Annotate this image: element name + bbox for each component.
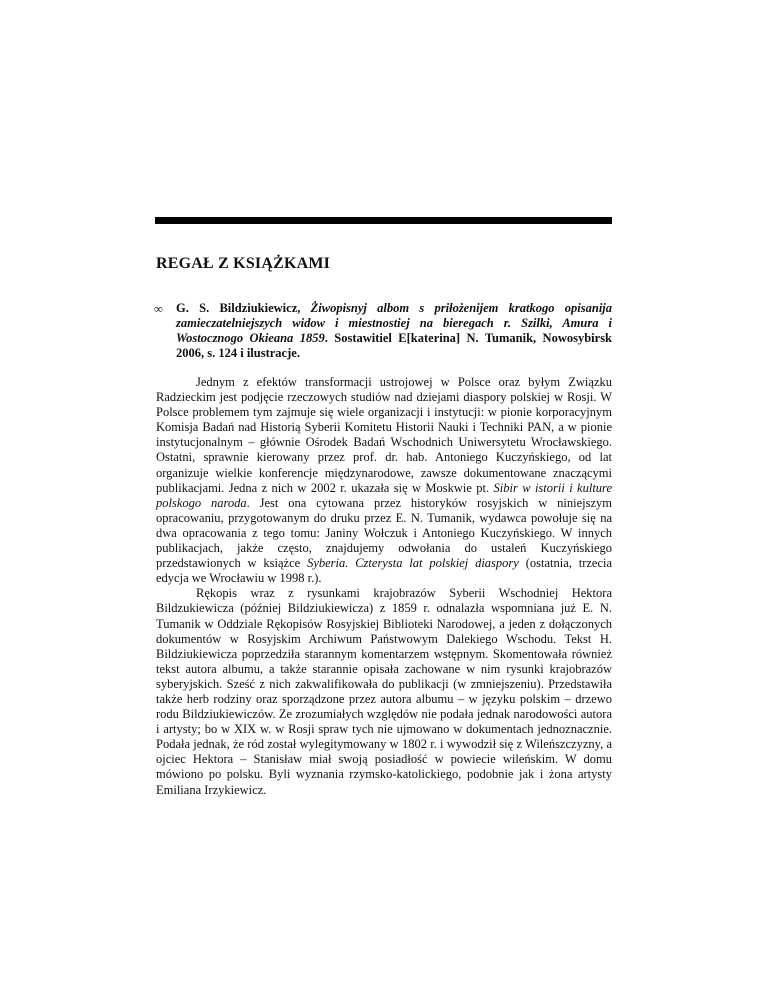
paragraph-1-part-b: . Jest ona cytowana przez historyków rosyjskich w niniejszym opracowaniu, przygotowanym do druku przez E. N. Tumanik, wydawca powołuje się na dwa opracowania z tego tomu: Janiny Wołczuk i Antoniego Kuczyńskiego. W innych publikacjach, jakże często, znajdujemy odwołania do ustaleń Kuczyńskiego przedstawionych w książce bbox=[156, 495, 612, 571]
section-title: REGAŁ Z KSIĄŻKAMI bbox=[156, 255, 331, 272]
cited-title-sibir: Sibir w istorii i kulture polskogo naroda bbox=[156, 480, 612, 510]
entry-bullet-symbol: ∞ bbox=[154, 302, 163, 316]
review-body bbox=[156, 375, 612, 798]
paragraph-1-part-a: Jednym z efektów transformacji ustrojowej w Polsce oraz byłym Związku Radzieckim jest podjęcie rzeczowych studiów nad dziejami diaspory polskiej w Rosji. W Polsce problemem tym zajmuje się wiele organizacji i instytucji: w pionie korporacyjnym Komisja Badań nad Historią Syberii Komitetu Historii Nauki i Techniki PAN, a w pionie instytucjonalnym – głównie Ośrodek Badań Wschodnich Uniwersytetu Wrocławskiego. Ostatni, sprawnie kierowany przez prof. dr. hab. Antoniego Kuczyńskiego, od lat organizuje wielkie konferencje międzynarodowe, zawsze dokumentowane znaczącymi publikacjami. Jedna z nich w 2002 r. ukazała się w Moskwie pt. bbox=[156, 375, 612, 495]
cited-title-syberia: Syberia. Czterysta lat polskiej diaspory bbox=[307, 556, 519, 571]
entry-book-title: Żiwopisnyj albom s priłożenijem kratkogo opisanija zamieczatelniejszych widow i miestnostiej na bieregach r. Szilki, Amura i Wostocznogo Okieana 1859 bbox=[176, 301, 613, 346]
paragraph-1-part-c: (ostatnia, trzecia edycja we Wrocławiu w 1998 r.). bbox=[156, 556, 613, 586]
entry-author: G. S. Bildziukiewicz, bbox=[176, 301, 311, 315]
bibliographic-entry bbox=[176, 301, 612, 361]
paragraph-1 bbox=[156, 375, 612, 586]
paragraph-2: Rękopis wraz z rysunkami krajobrazów Syberii Wschodniej Hektora Bildzukiewicza (później Bildziukiewicza) z 1859 r. odnalazła wspomniana już E. N. Tumanik w Oddziale Rękopisów Rosyjskiej Biblioteki Narodowej, a jeden z dołączonych dokumentów w Rosyjskim Archiwum Państwowym Dalekiego Wschodu. Tekst H. Bildziukiewicza poprzedziła starannym komentarzem wstępnym. Skomentowała również tekst autora albumu, a także starannie opisała zachowane w nim rysunki krajobrazów syberyjskich. Sześć z nich zakwalifikowała do publikacji (w zmniejszeniu). Przedstawiła także herb rodziny oraz sporządzone przez autora albumu – w języku polskim – drzewo rodu Bildziukiewiczów. Ze zrozumiałych względów nie podała jednak narodowości autora i artysty; bo w XIX w. w Rosji spraw tych nie ujmowano w dokumentach jednoznacznie. Podała jednak, że ród został wylegitymowany w 1802 r. i wywodził się z Wileńszczyzny, a ojciec Hektora – Stanisław miał swoją posiadłość w powiecie wileńskim. W domu mówiono po polsku. Byli wyznania rzymsko-katolickiego, podobnie jak i żona artysty Emiliana Irzykiewicz. bbox=[156, 586, 612, 797]
entry-details: . Sostawitiel E[katerina] N. Tumanik, Nowosybirsk 2006, s. 124 i ilustracje. bbox=[176, 331, 613, 361]
section-header-rule bbox=[155, 217, 612, 224]
